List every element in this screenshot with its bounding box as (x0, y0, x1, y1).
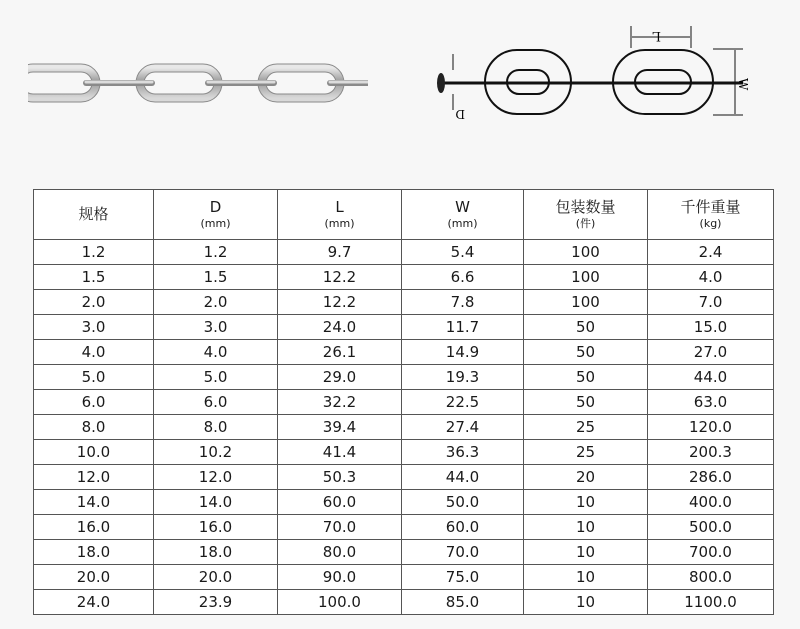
cell-weight-per-thousand: 400.0 (648, 490, 774, 515)
chain-photo (28, 58, 368, 108)
cell-weight-per-thousand: 800.0 (648, 565, 774, 590)
cell-spec: 1.5 (34, 265, 154, 290)
cell-spec: 18.0 (34, 540, 154, 565)
cell-d: 16.0 (154, 515, 278, 540)
cell-l: 80.0 (278, 540, 402, 565)
cell-spec: 10.0 (34, 440, 154, 465)
cell-d: 3.0 (154, 315, 278, 340)
width-label: W (736, 78, 750, 91)
cell-d: 12.0 (154, 465, 278, 490)
cell-package-qty: 100 (524, 240, 648, 265)
cell-d: 20.0 (154, 565, 278, 590)
cell-w: 19.3 (402, 365, 524, 390)
cell-w: 50.0 (402, 490, 524, 515)
cell-spec: 12.0 (34, 465, 154, 490)
cell-w: 22.5 (402, 390, 524, 415)
cell-w: 70.0 (402, 540, 524, 565)
chain-dimension-diagram (425, 18, 765, 138)
cell-w: 27.4 (402, 415, 524, 440)
cell-package-qty: 100 (524, 290, 648, 315)
table-row (34, 290, 774, 315)
cell-spec: 1.2 (34, 240, 154, 265)
cell-d: 10.2 (154, 440, 278, 465)
cell-weight-per-thousand: 700.0 (648, 540, 774, 565)
cell-d: 5.0 (154, 365, 278, 390)
cell-weight-per-thousand: 27.0 (648, 340, 774, 365)
header-d: D (mm) (154, 190, 278, 240)
cell-w: 44.0 (402, 465, 524, 490)
table-row (34, 565, 774, 590)
table-body (34, 240, 774, 615)
cell-l: 41.4 (278, 440, 402, 465)
cell-spec: 20.0 (34, 565, 154, 590)
cell-l: 12.2 (278, 290, 402, 315)
cell-w: 14.9 (402, 340, 524, 365)
cell-package-qty: 50 (524, 315, 648, 340)
cell-w: 85.0 (402, 590, 524, 615)
table-row (34, 515, 774, 540)
cell-l: 32.2 (278, 390, 402, 415)
cell-w: 75.0 (402, 565, 524, 590)
cell-l: 100.0 (278, 590, 402, 615)
table-row (34, 490, 774, 515)
cell-spec: 16.0 (34, 515, 154, 540)
cell-l: 90.0 (278, 565, 402, 590)
cell-spec: 6.0 (34, 390, 154, 415)
cell-d: 1.5 (154, 265, 278, 290)
cell-weight-per-thousand: 63.0 (648, 390, 774, 415)
table-row (34, 365, 774, 390)
cell-d: 18.0 (154, 540, 278, 565)
header-spec: 规格 (34, 190, 154, 240)
cell-spec: 14.0 (34, 490, 154, 515)
cell-weight-per-thousand: 2.4 (648, 240, 774, 265)
cell-package-qty: 50 (524, 365, 648, 390)
spec-table (33, 189, 774, 615)
table-row (34, 265, 774, 290)
cell-w: 7.8 (402, 290, 524, 315)
cell-w: 5.4 (402, 240, 524, 265)
cell-weight-per-thousand: 500.0 (648, 515, 774, 540)
cell-d: 8.0 (154, 415, 278, 440)
cell-weight-per-thousand: 286.0 (648, 465, 774, 490)
cell-package-qty: 20 (524, 465, 648, 490)
header-w: W (mm) (402, 190, 524, 240)
table-row (34, 390, 774, 415)
table-row (34, 440, 774, 465)
cell-package-qty: 50 (524, 340, 648, 365)
cell-d: 14.0 (154, 490, 278, 515)
cell-package-qty: 25 (524, 440, 648, 465)
cell-d: 1.2 (154, 240, 278, 265)
cell-l: 29.0 (278, 365, 402, 390)
table-row (34, 590, 774, 615)
table-row (34, 240, 774, 265)
cell-l: 39.4 (278, 415, 402, 440)
cell-spec: 4.0 (34, 340, 154, 365)
cell-l: 70.0 (278, 515, 402, 540)
cell-package-qty: 50 (524, 390, 648, 415)
cell-spec: 2.0 (34, 290, 154, 315)
cell-package-qty: 10 (524, 515, 648, 540)
cell-w: 11.7 (402, 315, 524, 340)
cell-weight-per-thousand: 200.3 (648, 440, 774, 465)
cell-w: 60.0 (402, 515, 524, 540)
table-row (34, 540, 774, 565)
cell-package-qty: 10 (524, 565, 648, 590)
table-row (34, 465, 774, 490)
cell-weight-per-thousand: 7.0 (648, 290, 774, 315)
cell-l: 26.1 (278, 340, 402, 365)
table-row (34, 415, 774, 440)
cell-l: 12.2 (278, 265, 402, 290)
cell-package-qty: 10 (524, 540, 648, 565)
cell-weight-per-thousand: 4.0 (648, 265, 774, 290)
cell-weight-per-thousand: 15.0 (648, 315, 774, 340)
cell-w: 6.6 (402, 265, 524, 290)
header-package-qty: 包装数量 (件) (524, 190, 648, 240)
table-row (34, 340, 774, 365)
header-weight-per-thousand: 千件重量 (kg) (648, 190, 774, 240)
table-row (34, 315, 774, 340)
length-label: L (652, 28, 661, 43)
cell-weight-per-thousand: 1100.0 (648, 590, 774, 615)
cell-l: 24.0 (278, 315, 402, 340)
cell-package-qty: 10 (524, 590, 648, 615)
cell-package-qty: 25 (524, 415, 648, 440)
cell-package-qty: 100 (524, 265, 648, 290)
cell-d: 4.0 (154, 340, 278, 365)
cell-l: 50.3 (278, 465, 402, 490)
cell-spec: 8.0 (34, 415, 154, 440)
cell-spec: 3.0 (34, 315, 154, 340)
cell-d: 2.0 (154, 290, 278, 315)
cell-w: 36.3 (402, 440, 524, 465)
header-l: L (mm) (278, 190, 402, 240)
cell-d: 6.0 (154, 390, 278, 415)
cell-l: 9.7 (278, 240, 402, 265)
table-header-row (34, 190, 774, 240)
cell-spec: 5.0 (34, 365, 154, 390)
cell-spec: 24.0 (34, 590, 154, 615)
cell-d: 23.9 (154, 590, 278, 615)
cell-weight-per-thousand: 120.0 (648, 415, 774, 440)
cell-weight-per-thousand: 44.0 (648, 365, 774, 390)
cell-l: 60.0 (278, 490, 402, 515)
cell-package-qty: 10 (524, 490, 648, 515)
wire-section (437, 73, 445, 93)
diameter-label: D (455, 107, 465, 121)
